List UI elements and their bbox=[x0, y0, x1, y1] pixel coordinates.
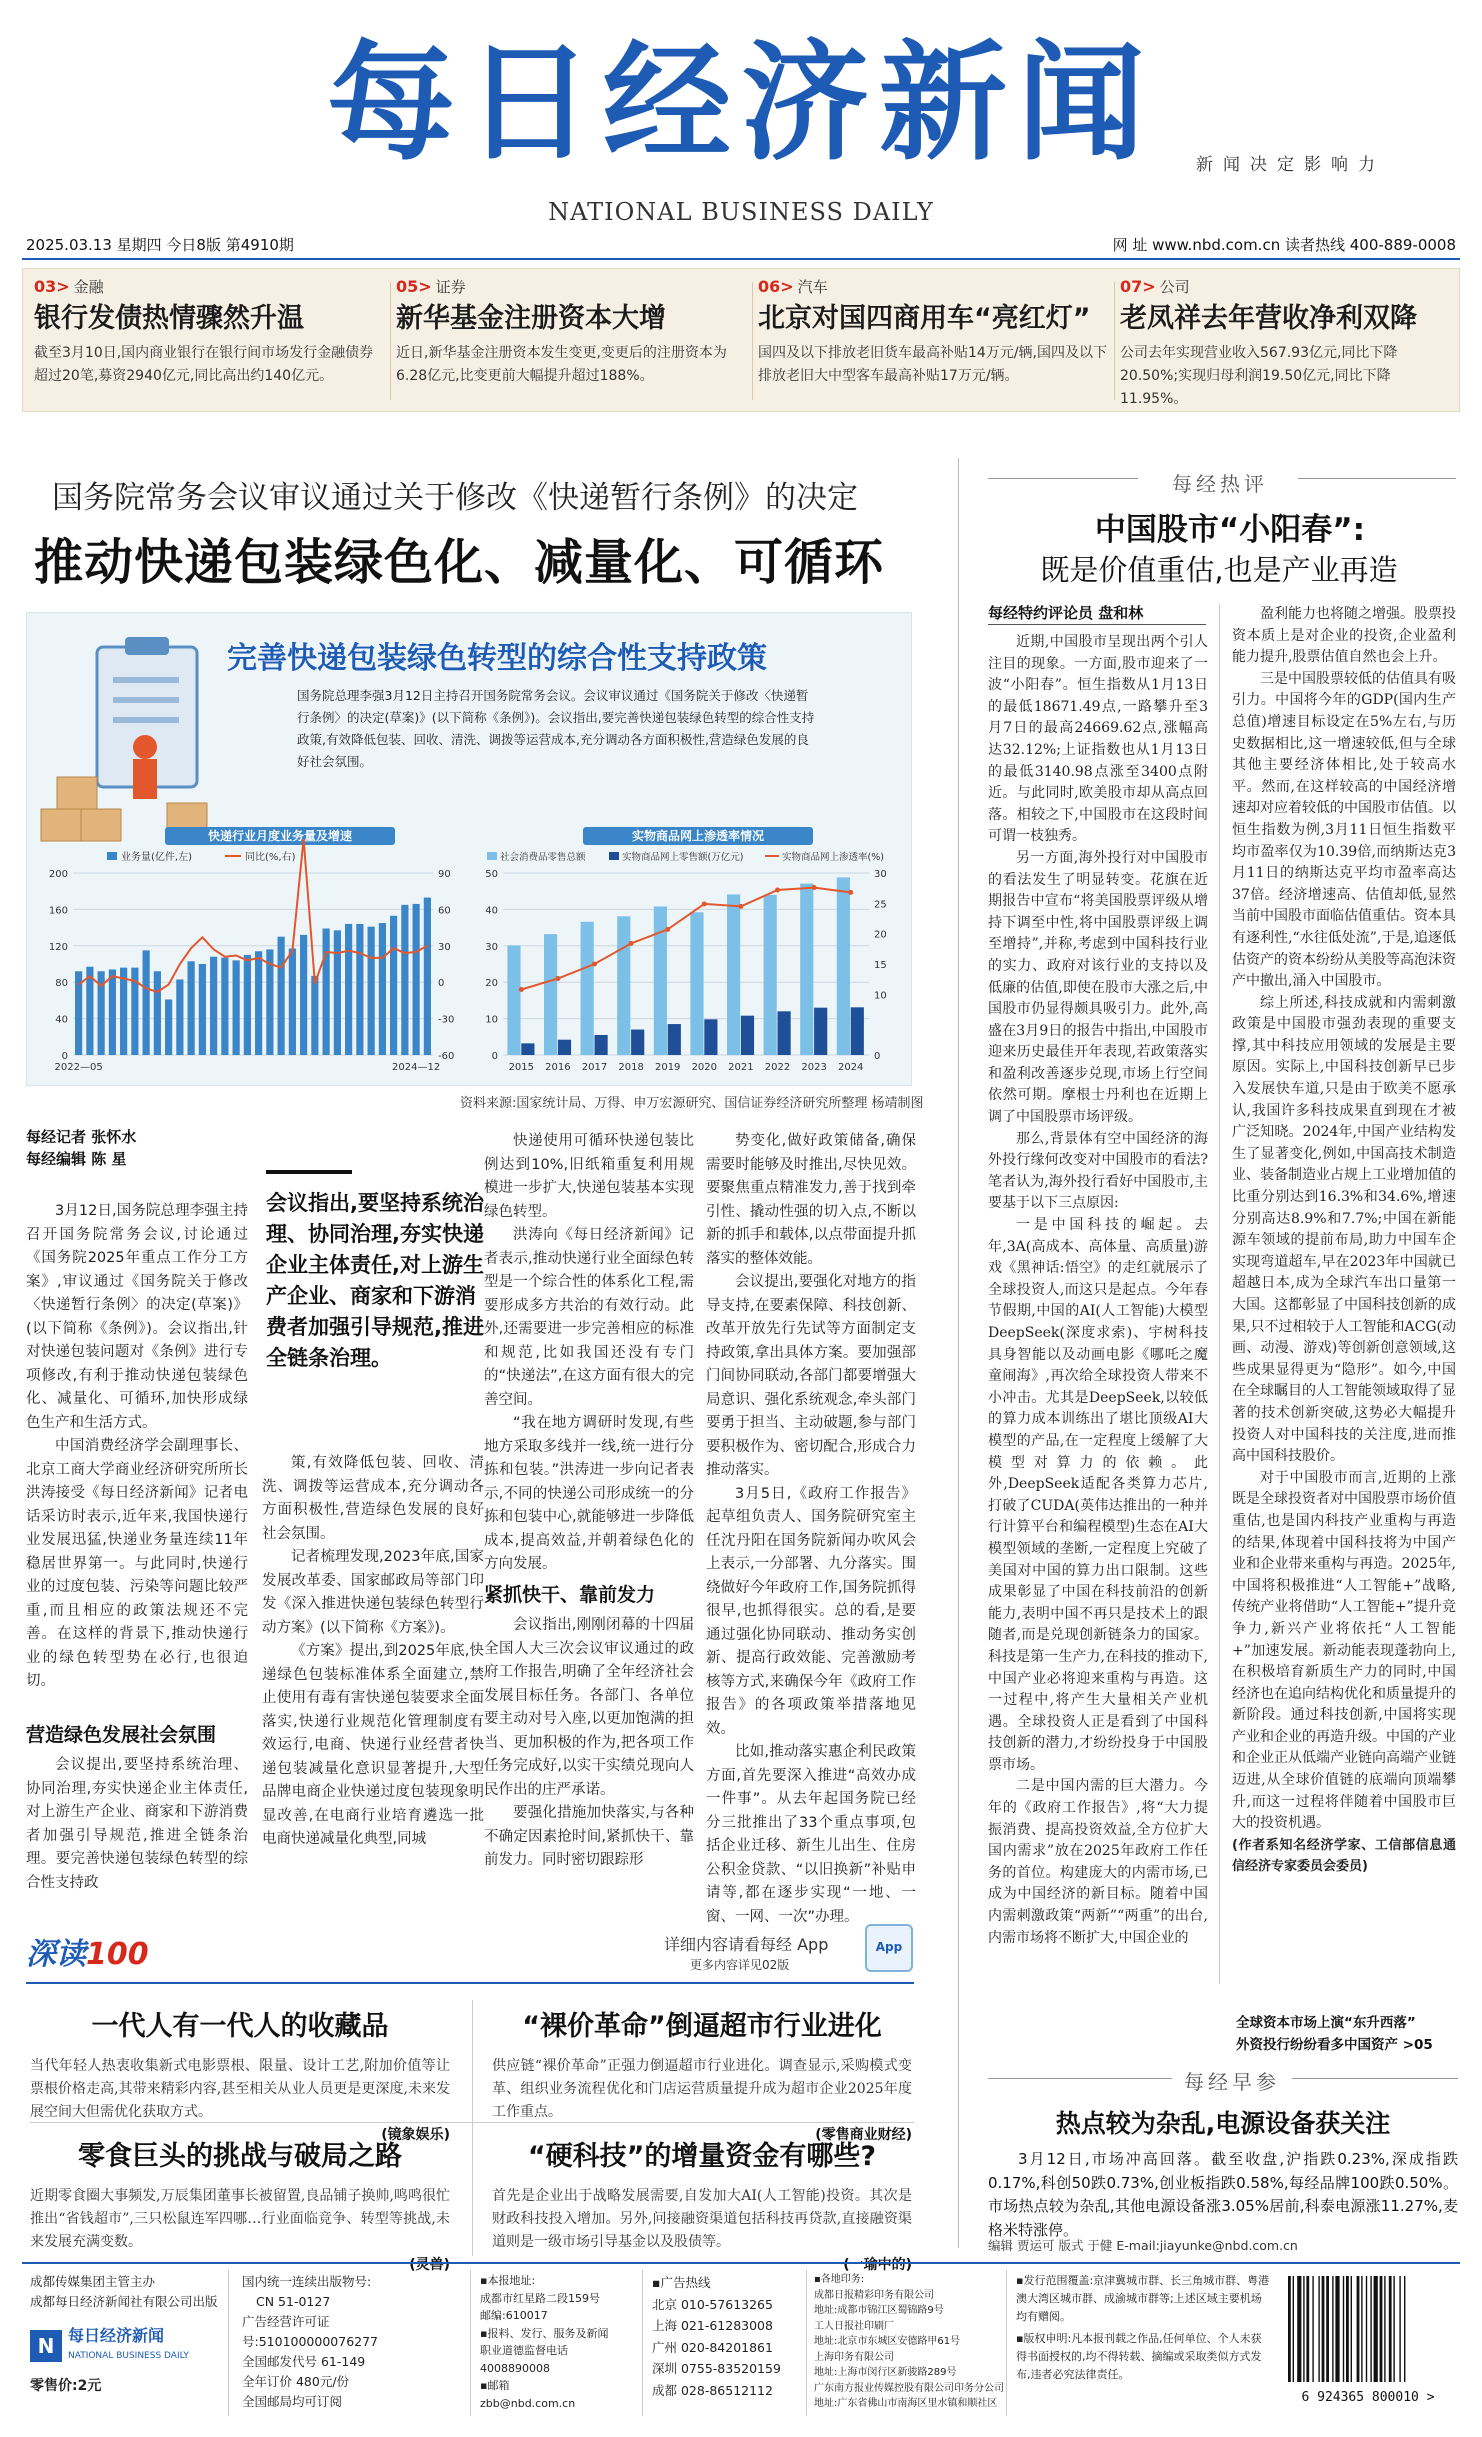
footer-divider bbox=[470, 2270, 471, 2416]
barcode-stripe bbox=[1318, 2276, 1319, 2382]
commentary-column-a bbox=[988, 632, 1208, 1949]
volume-bar bbox=[210, 957, 217, 1055]
volume-bar bbox=[221, 958, 228, 1055]
x-tick-label: 2021 bbox=[728, 1062, 754, 1073]
online-bar bbox=[778, 1011, 791, 1055]
teaser-page-number: 05> bbox=[396, 277, 432, 296]
dateline: 2025.03.13 星期四 今日8版 第4910期 bbox=[26, 236, 294, 254]
paragraph: 比如,推动落实惠企利民政策方面,首先要深入推进“高效办成一件事”。从去年起国务院已经分三批推出了33个重点事项,包括企业迁移、新生儿出生、住房公积金贷款、“以旧换新”补贴申请等,都在逐步实现“一地、一窗、一网、一次”办理。 bbox=[706, 1744, 916, 1925]
brand-name-en: NATIONAL BUSINESS DAILY bbox=[68, 2351, 189, 2361]
y2-tick-label: 90 bbox=[438, 869, 451, 880]
clipboard-illustration bbox=[37, 627, 217, 847]
retail-bar bbox=[837, 877, 850, 1055]
volume-bar bbox=[120, 968, 127, 1055]
footer-divider bbox=[806, 2270, 807, 2416]
subhead-green: 营造绿色发展社会氛围 bbox=[26, 1724, 217, 1746]
volume-bar bbox=[356, 924, 363, 1055]
teaser-page-number: 03> bbox=[34, 277, 70, 296]
app-qr-icon[interactable] bbox=[865, 1924, 913, 1972]
masthead-english: NATIONAL BUSINESS DAILY bbox=[548, 198, 934, 226]
footer-line: 全国邮发代号 61-149 bbox=[242, 2354, 366, 2369]
commentary-subtitle: 既是价值重估,也是产业再造 bbox=[1040, 553, 1398, 587]
shendu-item-hardtech[interactable] bbox=[492, 2134, 912, 2274]
volume-bar bbox=[255, 951, 262, 1055]
retail-price: 零售价:2元 bbox=[30, 2378, 102, 2394]
shendu-item-source: (镜象娱乐) bbox=[381, 2127, 450, 2143]
commentary-divider bbox=[1219, 604, 1220, 1984]
barcode-stripe bbox=[1357, 2276, 1360, 2382]
footer-line: ▪版权申明:凡本报刊载之作品,任何单位、个人未获得书面授权的,均不得转载、摘编或采取类似方式发布,违者必究法律责任。 bbox=[1016, 2332, 1262, 2381]
footer-line: 广告经营许可证号:510100000076277 bbox=[242, 2314, 379, 2349]
shendu-item-source: (灵兽) bbox=[409, 2257, 450, 2273]
teaser-divider bbox=[752, 282, 753, 400]
masthead-title: 每日经济新闻 bbox=[326, 29, 1155, 178]
footer-legal bbox=[1016, 2272, 1270, 2384]
y2-tick-label: 25 bbox=[874, 899, 887, 911]
online-bar bbox=[558, 1040, 571, 1055]
online-bar bbox=[741, 1016, 754, 1055]
y-tick-label: 20 bbox=[485, 978, 498, 990]
volume-bar bbox=[390, 916, 397, 1055]
paragraph: 对于中国股市而言,近期的上涨既是全球投资者对中国股票市场价值重估,也是国内科技产业重构与再造的结果,体现着中国科技将为中国产业和企业带来重构与再造。2025年,中国将积极推进“人工智能+”战略,传统产业将借助“人工智能+”提升竞争力,新兴产业将依托“人工智能+”加速发展。新动能表现蓬勃向上,在积极培育新质生产力的同时,中国经济也在追向结构优化和质量提升的新阶段。通过科技创新,中国将实现产业和企业的再造升级。中国的产业和企业正从低端产业链向高端产业链迈进,从全球价值链的底端向顶端攀升,而这一过程将伴随着中国股市巨大的投资机遇。 bbox=[1232, 1469, 1456, 1832]
morning-label: 每经早参 bbox=[1172, 2066, 1292, 2095]
volume-bar bbox=[300, 935, 307, 1055]
pull-quote-bar bbox=[266, 1170, 352, 1174]
volume-bar bbox=[424, 898, 431, 1055]
legend-label-yoy: 同比(%,右) bbox=[245, 852, 296, 863]
barcode-stripe bbox=[1346, 2276, 1349, 2382]
footer-printers bbox=[814, 2272, 1004, 2412]
infographic-source: 资料来源:国家统计局、万得、申万宏源研究、国信证券经济研究所整理 杨靖制图 bbox=[460, 1096, 924, 1111]
subhead-speed: 紧抓快干、靠前发力 bbox=[484, 1584, 656, 1606]
related-teaser-line2: 外资投行纷纷看多中国资产 >05 bbox=[1236, 2037, 1433, 2053]
teaser-body: 近日,新华基金注册资本发生变更,变更后的注册资本为6.28亿元,比变更前大幅提升超过188%。 bbox=[396, 345, 727, 385]
barcode-stripe bbox=[1326, 2276, 1329, 2382]
teaser-page-number: 07> bbox=[1120, 277, 1156, 296]
y-tick-label: 40 bbox=[485, 905, 498, 917]
x-tick-label: 2022—05 bbox=[54, 1062, 103, 1073]
volume-bar bbox=[165, 999, 172, 1055]
teaser-page-number: 06> bbox=[758, 277, 794, 296]
teaser-body: 截至3月10日,国内商业银行在银行间市场发行金融债券超过20笔,募资2940亿元,同比高出约140亿元。 bbox=[34, 345, 374, 385]
lead-column-2 bbox=[262, 1452, 484, 1852]
x-tick-label: 2019 bbox=[654, 1062, 681, 1073]
y-tick-label: 40 bbox=[55, 1014, 68, 1026]
barcode-stripe bbox=[1293, 2276, 1294, 2382]
footer-line: 职业道德监督电话 bbox=[480, 2344, 568, 2357]
editor: 每经编辑 陈 星 bbox=[26, 1150, 127, 1168]
footer-line: 地址:北京市东城区安德路甲61号 bbox=[814, 2336, 961, 2347]
brand-logo-icon: N bbox=[30, 2330, 62, 2362]
shendu-item-title: “硬科技”的增量资金有哪些? bbox=[527, 2141, 877, 2172]
footer-line: 地址:上海市闵行区新骏路289号 bbox=[814, 2367, 957, 2378]
footer-line: 4008890008 bbox=[480, 2361, 550, 2375]
footer-line: 全年订价 480元/份 bbox=[242, 2374, 350, 2389]
paragraph: 势变化,做好政策储备,确保需要时能够及时推出,尽快见效。要聚焦重点精准发力,善于找到牵引性、撬动性强的切入点,不断以新的抓手和载体,以点带面提升抓落实的整体效能。 bbox=[706, 1133, 916, 1267]
commentary-column-b bbox=[1232, 604, 1456, 1878]
y2-tick-label: 10 bbox=[874, 990, 887, 1002]
column-divider bbox=[958, 458, 959, 2248]
barcode-stripe bbox=[1332, 2276, 1333, 2382]
shendu-item-body: 供应链“裸价革命”正强力倒逼超市行业进化。调查显示,采购模式变革、组织业务流程优化和门店运营质量提升成为超市企业2025年度工作重点。 bbox=[492, 2058, 912, 2120]
chart-title: 实物商品网上渗透率情况 bbox=[631, 829, 765, 843]
footer-line: 邮编:610017 bbox=[480, 2309, 548, 2322]
shendu-logo bbox=[26, 1929, 149, 1973]
lead-column-4 bbox=[706, 1130, 916, 1929]
retail-bar bbox=[764, 895, 777, 1055]
legend-label-rate: 实物商品网上渗透率(%) bbox=[782, 852, 884, 863]
legend-label-volume: 业务量(亿件,左) bbox=[121, 852, 192, 863]
teaser-title: 银行发债热情骤然升温 bbox=[34, 303, 304, 334]
infographic bbox=[26, 612, 912, 1086]
footer-address bbox=[480, 2272, 640, 2412]
legend-swatch-online bbox=[609, 852, 619, 860]
paragraph: 一是中国科技的崛起。去年,3A(高成本、高体量、高质量)游戏《黑神话:悟空》的走红就展示了全球投资人,而这只是起点。今年春节假期,中国的AI(人工智能)大模型DeepSeek(深度求索)、宇树科技具身智能以及动画电影《哪吒之魔童闹海》,再次给全球投资人带来不小冲击。尤其是DeepSeek,以较低的算力成本训练出了堪比顶级AI大模型的产品,在一定程度上缓解了大模型对算力的依赖。此外,DeepSeek适配各类算力芯片,打破了CUDA(英伟达推出的一种并行计算平台和编程模型)生态在AI大模型领域的垄断,一定程度上究破了美国对中国的算力出口限制。这些成果彰显了中国在科技前沿的创新能力,表明中国不再只是技术上的跟随者,而是兑现创新链条力的国家。科技是第一生产力,在科技的推动下,中国产业必将迎来重构与再造。这一过程中,将产生大量相关产业机遇。全球投资人正是看到了中国科技创新的潜力,才纷纷投身于中国股票市场。 bbox=[988, 1217, 1208, 1773]
masthead-slogan: 新闻决定影响力 bbox=[1196, 155, 1385, 175]
lead-column-3b bbox=[484, 1614, 694, 1873]
shendu-item-supermarket[interactable] bbox=[492, 2004, 912, 2144]
x-tick-label: 2020 bbox=[691, 1062, 718, 1073]
lead-column-3 bbox=[484, 1130, 694, 1577]
barcode-stripe bbox=[1393, 2276, 1394, 2382]
commentary-title: 中国股市“小阳春”: bbox=[1094, 512, 1366, 548]
volume-bar bbox=[334, 930, 341, 1055]
label-rule-right bbox=[1298, 478, 1456, 479]
shendu-item-source: (零售商业财经) bbox=[815, 2127, 912, 2143]
teaser-category: 公司 bbox=[1159, 278, 1190, 296]
legend-swatch-volume bbox=[107, 852, 117, 860]
online-bar bbox=[668, 1024, 681, 1055]
x-tick-label: 2024—12 bbox=[392, 1062, 441, 1073]
footer-line: 国内统一连续出版物号: bbox=[242, 2274, 372, 2289]
x-tick-label: 2023 bbox=[801, 1062, 827, 1073]
volume-bar bbox=[188, 961, 195, 1055]
shendu-item-title: 零食巨头的挑战与破局之路 bbox=[78, 2141, 402, 2172]
online-bar bbox=[595, 1035, 608, 1055]
commentary-byline: 每经特约评论员 盘和林 bbox=[988, 604, 1144, 622]
retail-bar bbox=[581, 922, 594, 1055]
y2-tick-label: 30 bbox=[438, 941, 451, 953]
y-tick-label: 50 bbox=[485, 869, 498, 880]
related-teaser-line1: 全球资本市场上演“东升西落” bbox=[1236, 2015, 1416, 2031]
footer-line: 广东南方报业传媒控股有限公司印务分公司 bbox=[814, 2382, 1004, 2394]
pull-quote: 会议指出,要坚持系统治理、协同治理,夯实快递企业主体责任,对上游生产企业、商家和下游消费者加强引导规范,推进全链条治理。 bbox=[266, 1191, 484, 1370]
y2-tick-label: 30 bbox=[874, 869, 887, 880]
shendu-divider bbox=[472, 2000, 473, 2256]
barcode-stripe bbox=[1351, 2276, 1352, 2382]
barcode-stripe bbox=[1312, 2276, 1313, 2382]
y-tick-label: 30 bbox=[485, 941, 498, 953]
paragraph: 洪涛向《每日经济新闻》记者表示,推动快递行业全面绿色转型是一个综合性的体系化工程,需要形成多方共治的有效行动。此外,还需要进一步完善相应的标准和规范,比如我国还没有专门的“快递法”,在这方面有很大的完善空间。 bbox=[484, 1227, 694, 1408]
volume-bar bbox=[289, 949, 296, 1055]
volume-bar bbox=[244, 955, 251, 1055]
shendu-item-body: 当代年轻人热衷收集新式电影票根、限量、设计工艺,附加价值等让票根价格走高,其带来精彩内容,甚至相关从业人员更是更深度,未来发展空间大但需优化获取方式。 bbox=[30, 2058, 450, 2120]
teaser-company[interactable] bbox=[1120, 276, 1454, 411]
paragraph: 快递使用可循环快递包装比例达到10%,旧纸箱重复利用规模进一步扩大,快递包装基本实现绿色转型。 bbox=[484, 1133, 694, 1220]
shendu-item-snacks[interactable] bbox=[30, 2134, 450, 2274]
teaser-finance[interactable] bbox=[34, 276, 384, 388]
volume-bar bbox=[109, 969, 116, 1055]
retail-bar bbox=[727, 894, 740, 1055]
shendu-rule bbox=[26, 1982, 914, 1984]
chart-title: 快递行业月度业务量及增速 bbox=[207, 829, 353, 843]
y2-tick-label: 0 bbox=[438, 978, 445, 990]
footer-line: 成都每日经济新闻社有限公司出版 bbox=[30, 2294, 218, 2309]
barcode-stripe bbox=[1361, 2276, 1362, 2382]
barcode-stripe bbox=[1297, 2276, 1301, 2382]
footer-line: ▪发行范围覆盖:京津冀城市群、长三角城市群、粤港澳大湾区城市群、成渝城市群等;上述区域主要机场均有赠阅。 bbox=[1016, 2274, 1270, 2323]
y2-tick-label: 20 bbox=[874, 929, 887, 941]
chart-express-volume bbox=[35, 825, 465, 1081]
volume-bar bbox=[401, 905, 408, 1055]
retail-bar bbox=[617, 916, 630, 1055]
footer-divider bbox=[642, 2270, 643, 2416]
shendu-item-title: 一代人有一代人的收藏品 bbox=[91, 2011, 389, 2042]
footer-line: zbb@nbd.com.cn bbox=[480, 2396, 576, 2410]
online-bar bbox=[814, 1008, 827, 1055]
y-tick-label: 0 bbox=[491, 1051, 498, 1062]
footer-line: ▪广告热线 bbox=[652, 2275, 711, 2290]
teaser-title: 新华基金注册资本大增 bbox=[396, 303, 666, 334]
brand-name: 每日经济新闻 bbox=[68, 2326, 165, 2345]
shendu-logo-text: 深读 bbox=[26, 1937, 86, 1972]
volume-bar bbox=[323, 929, 330, 1055]
related-teaser[interactable] bbox=[1236, 2012, 1456, 2056]
footer-line: 成都 028-86512112 bbox=[652, 2382, 773, 2398]
infographic-text: 国务院总理李强3月12日主持召开国务院常务会议。会议审议通过《国务院关于修改〈快递暂行条例〉的决定(草案)》(以下简称《条例》)。会议指出,要完善快递包装绿色转型的综合性支持政策,有效降低包装、回收、清洗、调拨等运营成本,充分调动各方面积极性,营造绿色发展的良好社会氛围。 bbox=[297, 688, 815, 769]
volume-bar bbox=[86, 967, 93, 1055]
teaser-securities[interactable] bbox=[396, 276, 746, 388]
lead-column-1 bbox=[26, 1200, 248, 1694]
footer-line: 上海印务有限公司 bbox=[814, 2351, 894, 2363]
teaser-title: 北京对国四商用车“亮红灯” bbox=[758, 303, 1091, 334]
footer-line: ▪各地印务: bbox=[814, 2274, 865, 2285]
barcode bbox=[1282, 2274, 1454, 2405]
editor-line: 编辑 贾运可 版式 于健 E-mail:jiayunke@nbd.com.cn bbox=[988, 2238, 1298, 2253]
y-tick-label: 80 bbox=[55, 978, 68, 990]
barcode-stripe bbox=[1303, 2276, 1304, 2382]
byline bbox=[26, 1126, 136, 1170]
y2-tick-label: 60 bbox=[438, 905, 451, 917]
footer-line: 地址:广东省佛山市南海区里水镇和顺社区 bbox=[814, 2398, 998, 2409]
retail-bar bbox=[800, 884, 813, 1055]
shendu-item-collectibles[interactable] bbox=[30, 2004, 450, 2144]
retail-bar bbox=[544, 934, 557, 1055]
y2-tick-label: 15 bbox=[874, 960, 887, 971]
shendu-item-body: 首先是企业出于战略发展需要,自发加大AI(人工智能)投资。其次是财政科技投入增加。另外,问接融资渠道包括科技再贷款,直接融资渠道则是一级市场引导基金以及股债等。 bbox=[492, 2188, 912, 2250]
footer-ad-hotlines bbox=[652, 2272, 802, 2401]
paragraph: 盈利能力也将随之增强。股票投资本质上是对企业的投资,企业盈利能力提升,股票估值自然也会上升。 bbox=[1232, 606, 1456, 666]
morning-title: 热点较为杂乱,电源设备获关注 bbox=[1055, 2109, 1391, 2138]
y-tick-label: 120 bbox=[48, 941, 68, 953]
paragraph: 二是中国内需的巨大潜力。今年的《政府工作报告》,将“大力提振消费、提高投资效益,全方位扩大国内需求”放在2025年政府工作任务的首位。构建庞大的内需市场,已成为中国经济的新目标。随着中国内需刺激政策“两新”“两重”的出台,内需市场将不断扩大,中国企业的 bbox=[988, 1778, 1208, 1946]
footer-publication-info bbox=[242, 2272, 462, 2412]
paragraph: 《方案》提出,到2025年底,快递绿色包装标准体系全面建立,禁止使用有毒有害快递包装要求全面落实,快递行业规范化管理制度有效运行,电商、快递行业经营者快递包装减量化意识显著提升,大型品牌电商企业快递过度包装现象明显改善,在电商行业培育遴选一批电商快递减量化典型,同城 bbox=[262, 1643, 484, 1847]
footer-line: 北京 010-57613265 bbox=[652, 2296, 773, 2312]
y-tick-label: 200 bbox=[48, 869, 68, 880]
volume-bar bbox=[154, 971, 161, 1055]
x-tick-label: 2018 bbox=[618, 1062, 644, 1073]
qr-label: App bbox=[875, 1940, 903, 1954]
author-note: (作者系知名经济学家、工信部信息通信经济专家委员会委员) bbox=[1232, 1837, 1456, 1875]
legend-swatch-retail bbox=[487, 852, 497, 860]
teaser-category: 金融 bbox=[73, 278, 104, 296]
online-bar bbox=[521, 1043, 534, 1055]
volume-bar bbox=[278, 937, 285, 1055]
barcode-stripe bbox=[1399, 2276, 1400, 2382]
barcode-stripe bbox=[1370, 2276, 1371, 2382]
barcode-stripe bbox=[1384, 2276, 1385, 2382]
label-rule-left bbox=[988, 478, 1138, 479]
footer-line: 广州 020-84201861 bbox=[652, 2339, 773, 2355]
shendu-item-source: (一瑜中的) bbox=[843, 2257, 912, 2273]
y-tick-label: 160 bbox=[48, 905, 68, 917]
teaser-body: 国四及以下排放老旧货车最高补贴14万元/辆,国四及以下排放老旧大中型客车最高补贴17万元/辆。 bbox=[758, 345, 1107, 385]
teaser-category: 证券 bbox=[435, 278, 466, 296]
volume-bar bbox=[345, 924, 352, 1055]
footer-divider bbox=[1006, 2270, 1007, 2416]
paragraph: “我在地方调研时发现,有些地方采取多线并一线,统一进行分拣和包装。”洪涛进一步向记者表示,不同的快递公司形成统一的分拣和包装中心,就能够进一步降低成本,提高效益,并朝着绿色化的方向发展。 bbox=[484, 1415, 694, 1572]
footer-brand bbox=[30, 2326, 220, 2366]
lead-headline: 推动快递包装绿色化、减量化、可循环 bbox=[34, 534, 885, 591]
lead-column-1b bbox=[26, 1754, 248, 1895]
legend-label-online: 实物商品网上零售额(万亿元) bbox=[622, 852, 744, 863]
y2-tick-label: -60 bbox=[438, 1051, 455, 1062]
teaser-body: 公司去年实现营业收入567.93亿元,同比下降20.50%;实现归母利润19.50亿元,同比下降11.95%。 bbox=[1120, 345, 1398, 408]
chart-online-penetration bbox=[473, 825, 905, 1081]
morning-body: 3月12日,市场冲高回落。截至收盘,沪指跌0.23%,深成指跌0.17%,科创50跌0.73%,创业板指跌0.58%,每经品牌100跌0.50%。市场热点较为杂乱,其他电源设备涨3.05%居前,科泰电源涨11.27%,麦格米特涨停。 bbox=[988, 2150, 1458, 2239]
website-line: 网 址 www.nbd.com.cn 读者热线 400-889-0008 bbox=[1112, 236, 1456, 254]
volume-bar bbox=[143, 950, 150, 1055]
footer-line: 工人日报社印刷厂 bbox=[814, 2320, 894, 2332]
teaser-divider bbox=[390, 282, 391, 400]
barcode-number: 6 924365 800010 > bbox=[1301, 2390, 1435, 2405]
infographic-title: 完善快递包装绿色转型的综合性支持政策 bbox=[227, 641, 767, 676]
shendu-logo-number: 100 bbox=[86, 1937, 149, 1972]
paragraph: 那么,背景体有空中国经济的海外投行缘何改变对中国股市的看法?笔者认为,海外投行看好中国股市,主要基于以下三点原因: bbox=[988, 1130, 1208, 1212]
paragraph: 会议提出,要坚持系统治理、协同治理,夯实快递企业主体责任,对上游生产企业、商家和下游消费者加强引导规范,推进全链条治理。要完善快递包装绿色转型的综合性支持政 bbox=[26, 1757, 248, 1891]
footer-line: ▪本报地址: bbox=[480, 2274, 536, 2287]
volume-bar bbox=[379, 923, 386, 1055]
barcode-stripe bbox=[1404, 2276, 1405, 2382]
barcode-stripe bbox=[1306, 2276, 1309, 2382]
paragraph: 记者梳理发现,2023年底,国家发展改革委、国家邮政局等部门印发《深入推进快递包装绿色转型行动方案》(以下简称《方案》)。 bbox=[262, 1549, 484, 1636]
teaser-divider bbox=[1114, 282, 1115, 400]
barcode-stripe bbox=[1380, 2276, 1383, 2382]
x-tick-label: 2024 bbox=[837, 1062, 864, 1073]
barcode-stripe bbox=[1366, 2276, 1367, 2382]
footer-line: 地址:成都市锦江区蜀锦路9号 bbox=[814, 2305, 944, 2316]
paragraph: 会议提出,要强化对地方的指导支持,在要素保障、科技创新、改革开放先行先试等方面制定支持政策,拿出具体方案。要加强部门间协同联动,各部门都要增强大局意识、强化系统观念,牵头部门要勇于担当、主动破题,参与部门要积极作为、密切配合,形成合力推动落实。 bbox=[706, 1274, 916, 1478]
volume-bar bbox=[413, 904, 420, 1055]
paragraph: 3月12日,国务院总理李强主持召开国务院常务会议,讨论通过《国务院2025年重点工作分工方案》,审议通过《国务院关于修改〈快递暂行条例〉的决定(草案)》(以下简称《条例》)。会议指出,针对快递包装问题对《条例》进行专项修改,有利于推动快递包装绿色化、减量化、可循环,加快形成绿色生产和生活方式。 bbox=[26, 1203, 248, 1431]
online-bar bbox=[704, 1019, 717, 1055]
commentary-label: 每经热评 bbox=[1172, 472, 1268, 496]
barcode-stripe bbox=[1288, 2276, 1291, 2382]
barcode-stripe bbox=[1322, 2276, 1325, 2382]
shendu-item-body: 近期零食圈大事频发,万辰集团董事长被留置,良品铺子换帅,鸣鸣很忙推出“省钱超市”,三只松鼠连军四哪…行业面临竞争、转型等挑战,未来发展充满变数。 bbox=[30, 2188, 450, 2250]
shendu-hint-sub: 更多内容详见02版 bbox=[690, 1958, 790, 1972]
barcode-stripe bbox=[1389, 2276, 1392, 2382]
teaser-title: 老凤祥去年营收净利双降 bbox=[1120, 303, 1417, 334]
legend-label-retail: 社会消费品零售总额 bbox=[500, 852, 586, 863]
footer-line: 成都日报精彩印务有限公司 bbox=[814, 2289, 934, 2301]
footer-publisher bbox=[30, 2272, 220, 2396]
online-bar bbox=[851, 1007, 864, 1055]
retail-bar bbox=[690, 912, 703, 1055]
online-bar bbox=[631, 1030, 644, 1055]
paragraph: 另一方面,海外投行对中国股市的看法发生了明显转变。花旗在近期报告中宣布“将美国股票评级从增持下调至中性,将中国股票评级上调至增持”,并称,考虑到中国科技行业的实力、政府对该行业的支持以及低廉的估值,即使在股市大涨之后,中国股市仍显得颇具吸引力。此外,高盛在3月9日的报告中指出,中国股市迎来历史最佳开年表现,若政策落实和盈利改善逐步兑现,市场上行空间依然可期。摩根士丹利也在近期上调了中国股票市场评级。 bbox=[988, 849, 1208, 1126]
teaser-auto[interactable] bbox=[758, 276, 1108, 388]
paragraph: 综上所述,科技成就和内需刺激政策是中国股市强劲表现的重要支撑,其中科技应用领域的发展是主要原因。实际上,中国科技创新早已步入发展快车道,只是由于欧美不愿承认,我国许多科技成果直到现在才被广泛知晓。2024年,中国产业结构发生了显著变化,例如,中国高技术制造业、装备制造业占规上工业增加值的比重分别达到16.3%和34.6%,增速分别高达8.9%和7.7%;中国在新能源车领域的提前布局,助力中国车企实现弯道超车,早在2023年中国就已超越日本,成为全球汽车出口量第一大国。这都彰显了中国科技创新的成果,只不过相较于人工智能和ACG(动画、动漫、游戏)等创新创意领域,这些成果显得更为“隐形”。如今,中国在全球瞩目的人工智能领域取得了显著的技术创新突破,这势必大幅提升投资人对中国科技的关注度,进而推高中国科技股价。 bbox=[1232, 994, 1456, 1465]
footer-line: ▪邮箱 bbox=[480, 2379, 510, 2392]
x-tick-label: 2022 bbox=[764, 1062, 791, 1073]
footer-line: 全国邮局均可订阅 bbox=[242, 2394, 343, 2409]
paragraph: 三是中国股票较低的估值具有吸引力。中国将今年的GDP(国内生产总值)增速目标设定在5%左右,与历史数据相比,这一增速较低,但与全球其他主要经济体相比,处于较高水平。然而,在这样较高的中国经济增速却对应着较低的中国股市估值。以恒生指数为例,3月11日恒生指数平均市盈率仅为10.39倍,而纳斯达克3月11日的纳斯达克平均市盈率高达37倍。经济增速高、估值却低,显然当前中国股市面临估值重估。资本具有逐利性,“水往低处流”,于是,追逐低估资产的资本纷纷从美股等高泡沫资产中撤出,涌入中国股市。 bbox=[1232, 670, 1456, 990]
volume-bar bbox=[368, 927, 375, 1055]
retail-bar bbox=[654, 906, 667, 1055]
x-tick-label: 2015 bbox=[508, 1062, 535, 1073]
paragraph: 策,有效降低包装、回收、清洗、调拨等运营成本,充分调动各方面积极性,营造绿色发展的良好社会氛围。 bbox=[262, 1455, 484, 1542]
volume-bar bbox=[176, 979, 183, 1055]
footer-line: 成都传媒集团主管主办 bbox=[30, 2274, 156, 2289]
paragraph: 中国消费经济学会副理事长、北京工商大学商业经济研究所所长洪涛接受《每日经济新闻》记者电话采访时表示,近年来,我国快递行业发展迅猛,快递业务量连续11年稳居世界第一。与此同时,快递行业的过度包装、污染等问题比较严重,而且相应的政策法规还不完善。在这样的背景下,推动快递行业的绿色转型势在必行,也很迫切。 bbox=[26, 1438, 248, 1689]
lead-kicker: 国务院常务会议审议通过关于修改《快递暂行条例》的决定 bbox=[52, 480, 858, 516]
y-tick-label: 10 bbox=[485, 1014, 498, 1026]
paragraph: 要强化措施加快落实,与各种不确定因素抢时间,紧抓快干、靠前发力。同时密切跟踪形 bbox=[484, 1805, 694, 1868]
retail-bar bbox=[507, 945, 520, 1055]
footer-line: 深圳 0755-83520159 bbox=[652, 2361, 781, 2376]
footer-line: 成都市红星路二段159号 bbox=[480, 2291, 600, 2305]
paragraph: 3月5日,《政府工作报告》起草组负责人、国务院研究室主任沈丹阳在国务院新闻办吹风会上表示,一分部署、九分落实。围绕做好今年政府工作,国务院抓得很早,也抓得很实。总的看,是要通过强化协同联动、推动务实创新、提高行政效能、完善激励考核等方式,来确保今年《政府工作报告》的各项政策举措落地见效。 bbox=[706, 1485, 916, 1737]
footer-line: ▪报料、发行、服务及新闻 bbox=[480, 2326, 609, 2340]
footer-line: CN 51-0127 bbox=[256, 2294, 331, 2309]
x-tick-label: 2016 bbox=[545, 1062, 571, 1073]
y2-tick-label: -30 bbox=[438, 1014, 455, 1026]
byline-rule bbox=[988, 624, 1206, 625]
volume-bar bbox=[311, 976, 318, 1055]
shendu-item-title: “裸价革命”倒逼超市行业进化 bbox=[522, 2011, 882, 2042]
barcode-stripe bbox=[1343, 2276, 1344, 2382]
x-tick-label: 2017 bbox=[581, 1062, 608, 1073]
masthead-rule bbox=[22, 258, 1460, 260]
volume-bar bbox=[233, 960, 240, 1055]
barcode-stripe bbox=[1335, 2276, 1339, 2382]
barcode-icon bbox=[1282, 2274, 1454, 2386]
volume-bar bbox=[199, 964, 206, 1055]
barcode-stripe bbox=[1374, 2276, 1378, 2382]
footer-line: 上海 021-61283008 bbox=[652, 2318, 773, 2333]
shendu-row-divider bbox=[30, 2122, 914, 2123]
y-tick-label: 0 bbox=[61, 1051, 68, 1062]
teaser-category: 汽车 bbox=[797, 278, 828, 296]
paragraph: 会议指出,刚刚闭幕的十四届全国人大三次会议审议通过的政府工作报告,明确了全年经济社会发展目标任务。各部门、各单位要主动对号入座,以更加饱满的担当、更加积极的作为,把各项工作任务完成好,以实干实绩兑现向人民作出的庄严承诺。 bbox=[484, 1617, 694, 1798]
shendu-hint: 详细内容请看每经 App bbox=[664, 1935, 829, 1954]
y2-tick-label: 0 bbox=[874, 1051, 881, 1062]
footer-divider bbox=[228, 2270, 229, 2416]
paragraph: 近期,中国股市呈现出两个引人注目的现象。一方面,股市迎来了一波“小阳春”。恒生指数从1月13日的最低18671.49点,一路攀升至3月7日的最高24669.62点,涨幅高达32.12%;上证指数也从1月13日的最低3140.98点涨至3400点附近。与此同时,欧美股市却从高点回落。相较之下,中国股市在这段时间可谓一枝独秀。 bbox=[988, 634, 1208, 845]
reporter: 每经记者 张怀水 bbox=[26, 1128, 137, 1146]
